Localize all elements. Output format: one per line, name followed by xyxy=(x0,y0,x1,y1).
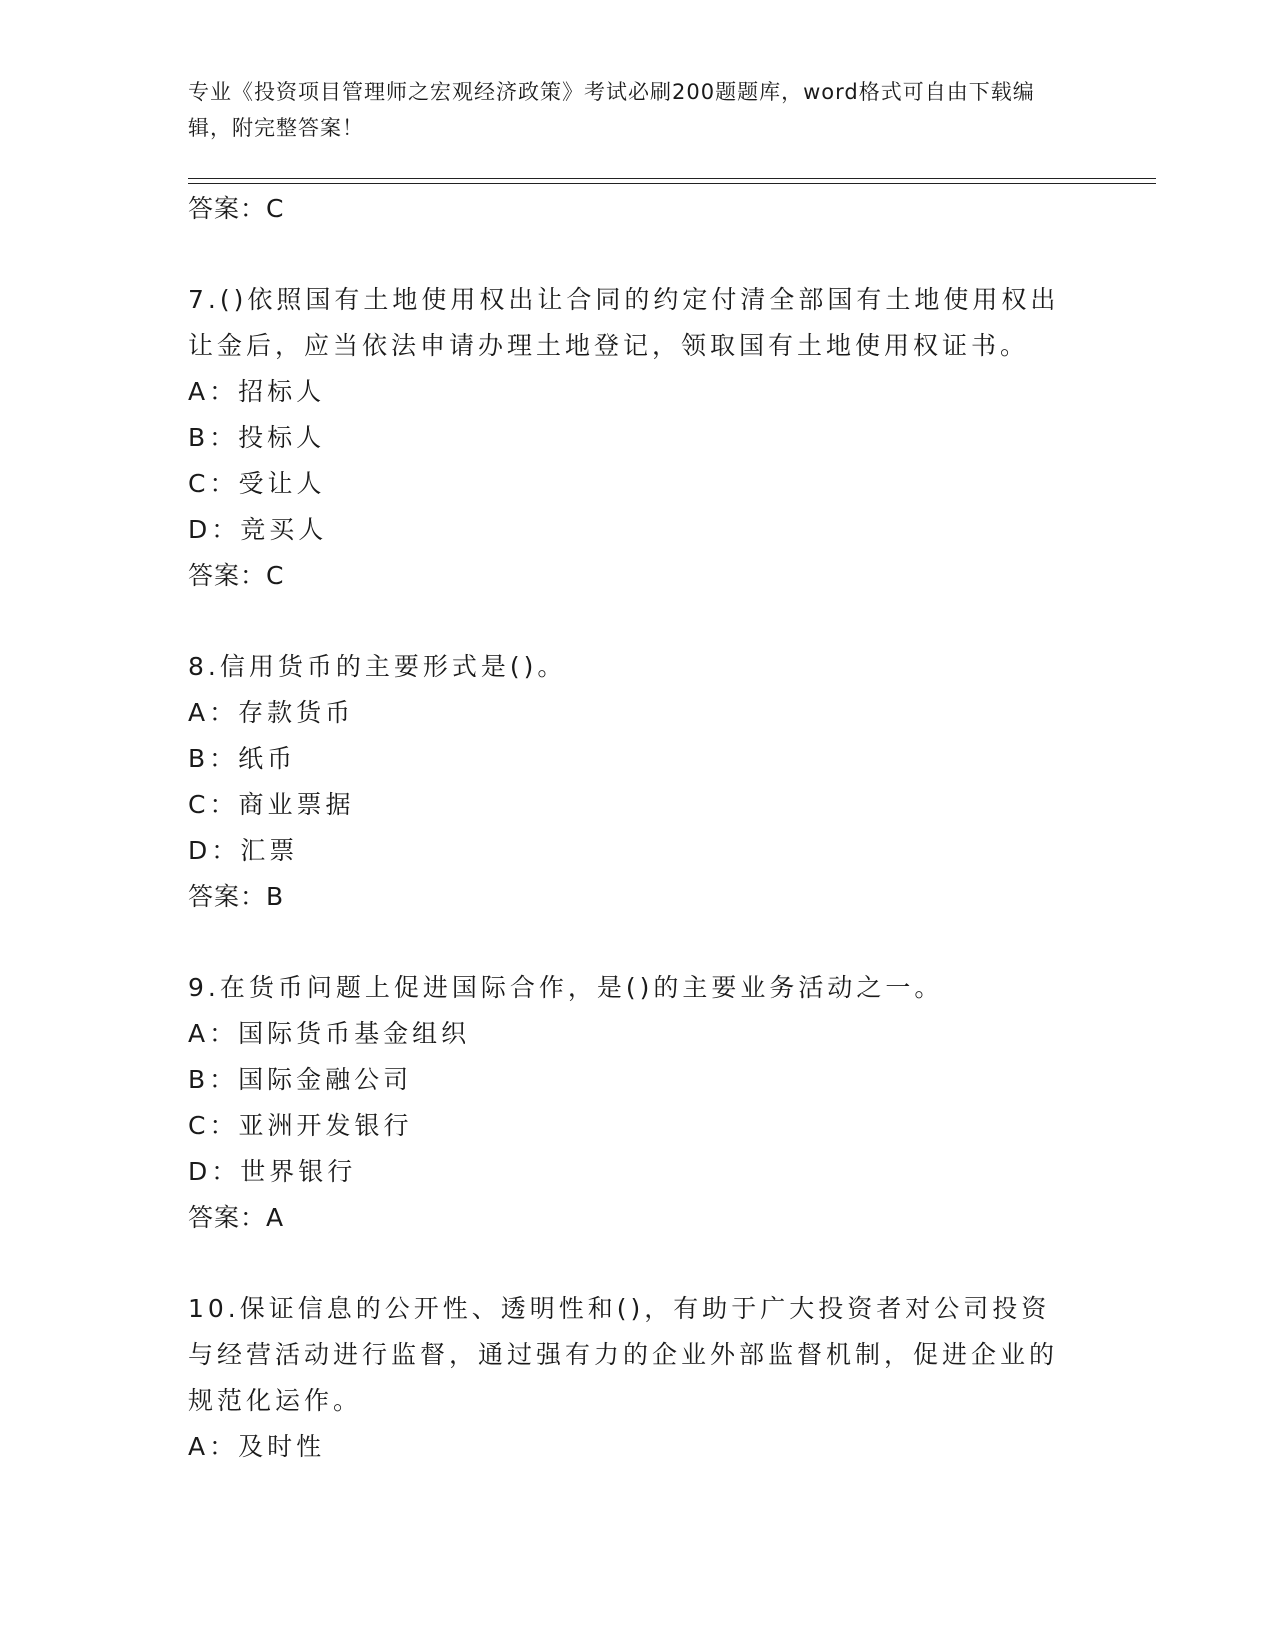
question-stem: 8.信用货币的主要形式是()。 xyxy=(188,652,567,681)
option-d: D：汇票 xyxy=(188,836,299,865)
option-b: B：投标人 xyxy=(188,423,326,452)
answer-line: 答案：B xyxy=(188,882,285,911)
answer-line: 答案：C xyxy=(188,561,285,590)
question-stem: 9.在货币问题上促进国际合作，是()的主要业务活动之一。 xyxy=(188,973,944,1002)
answer-line: 答案：C xyxy=(188,194,285,223)
spacer xyxy=(188,920,1088,965)
option-a: A：及时性 xyxy=(188,1432,326,1461)
answer-line: 答案：A xyxy=(188,1203,285,1232)
option-a: A：国际货币基金组织 xyxy=(188,1019,471,1048)
spacer xyxy=(188,1241,1088,1286)
option-a: A：招标人 xyxy=(188,377,326,406)
question-list xyxy=(188,186,1088,1470)
header-rule-top xyxy=(188,178,1156,179)
option-b: B：国际金融公司 xyxy=(188,1065,413,1094)
option-b: B：纸币 xyxy=(188,744,297,773)
option-c: C：受让人 xyxy=(188,469,326,498)
question-stem: 7.()依照国有土地使用权出让合同的约定付清全部国有土地使用权出让金后，应当依法申请办理土地登记，领取国有土地使用权证书。 xyxy=(188,285,1060,360)
spacer xyxy=(188,232,1088,277)
option-c: C：商业票据 xyxy=(188,790,355,819)
spacer xyxy=(188,599,1088,644)
option-d: D：竞买人 xyxy=(188,515,328,544)
question-block xyxy=(188,644,1088,920)
question-stem: 10.保证信息的公开性、透明性和()，有助于广大投资者对公司投资与经营活动进行监督，通过强有力的企业外部监督机制，促进企业的规范化运作。 xyxy=(188,1294,1059,1415)
question-block xyxy=(188,1286,1088,1470)
document-header: 专业《投资项目管理师之宏观经济政策》考试必刷200题题库，word格式可自由下载编辑，附完整答案！ xyxy=(188,80,1035,140)
option-a: A：存款货币 xyxy=(188,698,355,727)
question-block xyxy=(188,277,1088,599)
option-d: D：世界银行 xyxy=(188,1157,357,1186)
header-rule-bottom xyxy=(188,183,1156,184)
question-block xyxy=(188,965,1088,1241)
option-c: C：亚洲开发银行 xyxy=(188,1111,413,1140)
